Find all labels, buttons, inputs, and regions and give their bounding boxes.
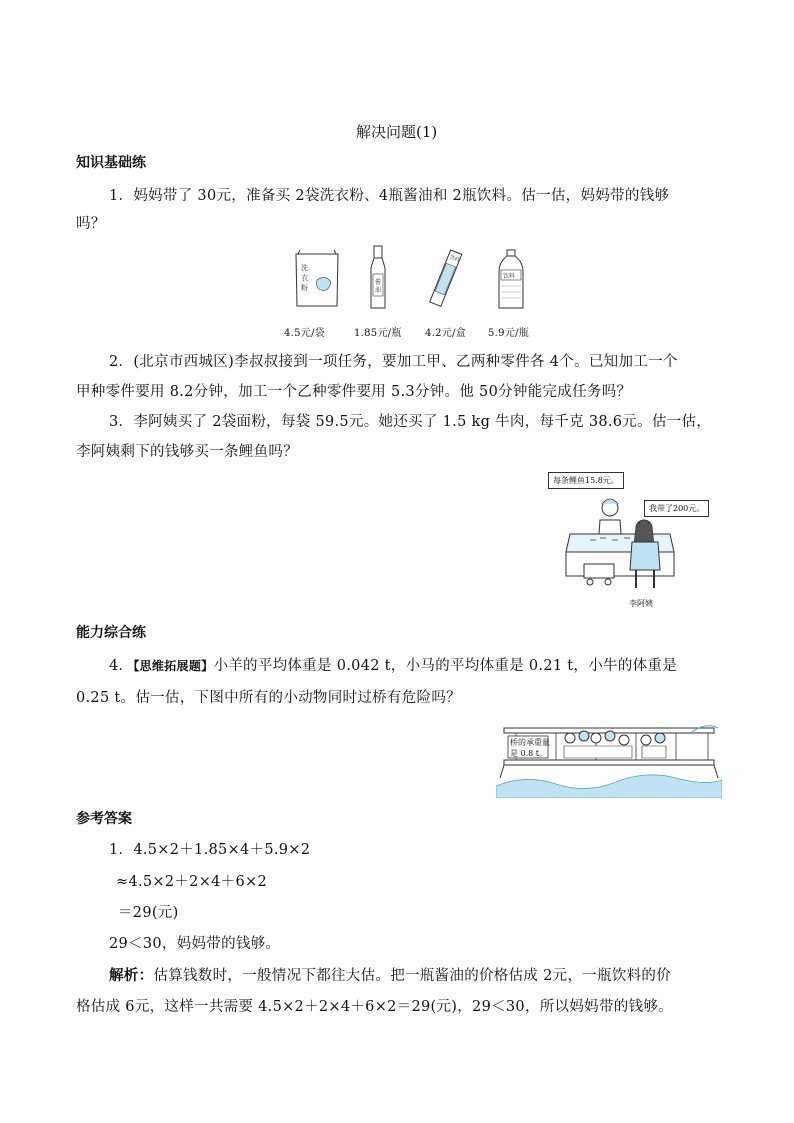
question-1-line-2: 吗？ bbox=[76, 216, 106, 232]
svg-text:洗: 洗 bbox=[301, 264, 308, 272]
svg-text:油: 油 bbox=[375, 287, 382, 294]
svg-text:粉: 粉 bbox=[301, 284, 308, 292]
analysis-label: 解析： bbox=[109, 967, 154, 984]
bridge-sign-line-1: 桥的承重量 bbox=[510, 738, 550, 747]
question-2-line-1: 2．(北京市西城区)李叔叔接到一项任务，要加工甲、乙两种零件各 4个。已知加工一个 bbox=[109, 354, 678, 370]
fish-market-illustration bbox=[540, 470, 720, 610]
question-3-line-1: 3．李阿姨买了 2袋面粉，每袋 59.5元。她还买了 1.5 kg 牛肉，每千克 38.6元。估一估， bbox=[109, 414, 712, 430]
product-illustrations bbox=[280, 240, 550, 340]
customer-figure-icon bbox=[630, 520, 660, 588]
animals-icon bbox=[564, 731, 666, 758]
cart-icon bbox=[584, 564, 614, 585]
question-2-line-2: 甲种零件要用 8.2分钟，加工一个乙种零件要用 5.3分钟。他 50分钟能完成任务吗？ bbox=[76, 384, 632, 400]
bridge-illustration bbox=[496, 718, 722, 798]
svg-text:饮料: 饮料 bbox=[503, 273, 516, 280]
seller-speech-bubble: 每条鲤鱼15.8元。 bbox=[548, 472, 624, 489]
section-heading-comprehensive: 能力综合练 bbox=[76, 625, 146, 641]
answer-1-line-1: 1．4.5×2＋1.85×4＋5.9×2 bbox=[109, 842, 311, 858]
detergent-bag-icon bbox=[296, 250, 338, 306]
svg-text:饮料: 饮料 bbox=[448, 254, 461, 264]
page-title: 解决问题(1) bbox=[356, 123, 438, 141]
market-scene-svg bbox=[540, 470, 720, 590]
buyer-speech-bubble: 我带了200元。 bbox=[644, 500, 709, 517]
analysis-line-2: 格估成 6元，这样一共需要 4.5×2＋2×4＋6×2＝29(元)，29＜30，所以妈妈带的钱够。 bbox=[76, 999, 673, 1015]
question-4-line-1: 4．【思维拓展题】小羊的平均体重是 0.042 t，小马的平均体重是 0.21 t，小牛的体重是 bbox=[109, 658, 678, 674]
customer-caption: 李阿姨 bbox=[629, 599, 653, 608]
answer-1-line-4: 29＜30，妈妈带的钱够。 bbox=[109, 936, 281, 952]
analysis-line-1-text: 估算钱数时，一般情况下都往大估。把一瓶酱油的价格估成 2元，一瓶饮料的价 bbox=[153, 968, 672, 984]
price-label-drink-bottle: 5.9元/瓶 bbox=[488, 328, 530, 339]
answer-1-line-2: ≈4.5×2＋2×4＋6×2 bbox=[116, 874, 267, 890]
question-4-line-1-text: 小羊的平均体重是 0.042 t，小马的平均体重是 0.21 t，小牛的体重是 bbox=[213, 658, 678, 674]
question-1-line-1: 1．妈妈带了 30元，准备买 2袋洗衣粉、4瓶酱油和 2瓶饮料。估一估，妈妈带的钱够 bbox=[109, 188, 670, 204]
svg-text:衣: 衣 bbox=[301, 274, 308, 282]
price-label-detergent: 4.5元/袋 bbox=[284, 328, 326, 339]
bridge-sign-line-2: 是 0.8 t。 bbox=[510, 749, 548, 758]
svg-text:酱: 酱 bbox=[375, 279, 382, 286]
soy-sauce-bottle-icon bbox=[371, 246, 385, 308]
answer-1-line-3: ＝29(元) bbox=[118, 905, 179, 921]
price-label-soy-sauce: 1.85元/瓶 bbox=[354, 328, 402, 339]
products-svg bbox=[280, 240, 550, 318]
section-heading-answers: 参考答案 bbox=[76, 811, 132, 827]
drink-box-icon bbox=[430, 250, 462, 306]
analysis-line-1 bbox=[109, 964, 671, 985]
price-label-drink-box: 4.2元/盒 bbox=[425, 328, 467, 339]
challenge-tag: 【思维拓展题】 bbox=[133, 659, 214, 673]
question-4-line-2: 0.25 t。估一估，下图中所有的小动物同时过桥有危险吗？ bbox=[76, 690, 461, 706]
drink-bottle-icon bbox=[499, 250, 523, 308]
question-3-line-2: 李阿姨剩下的钱够买一条鲤鱼吗？ bbox=[76, 444, 298, 460]
section-heading-basic: 知识基础练 bbox=[76, 155, 146, 171]
